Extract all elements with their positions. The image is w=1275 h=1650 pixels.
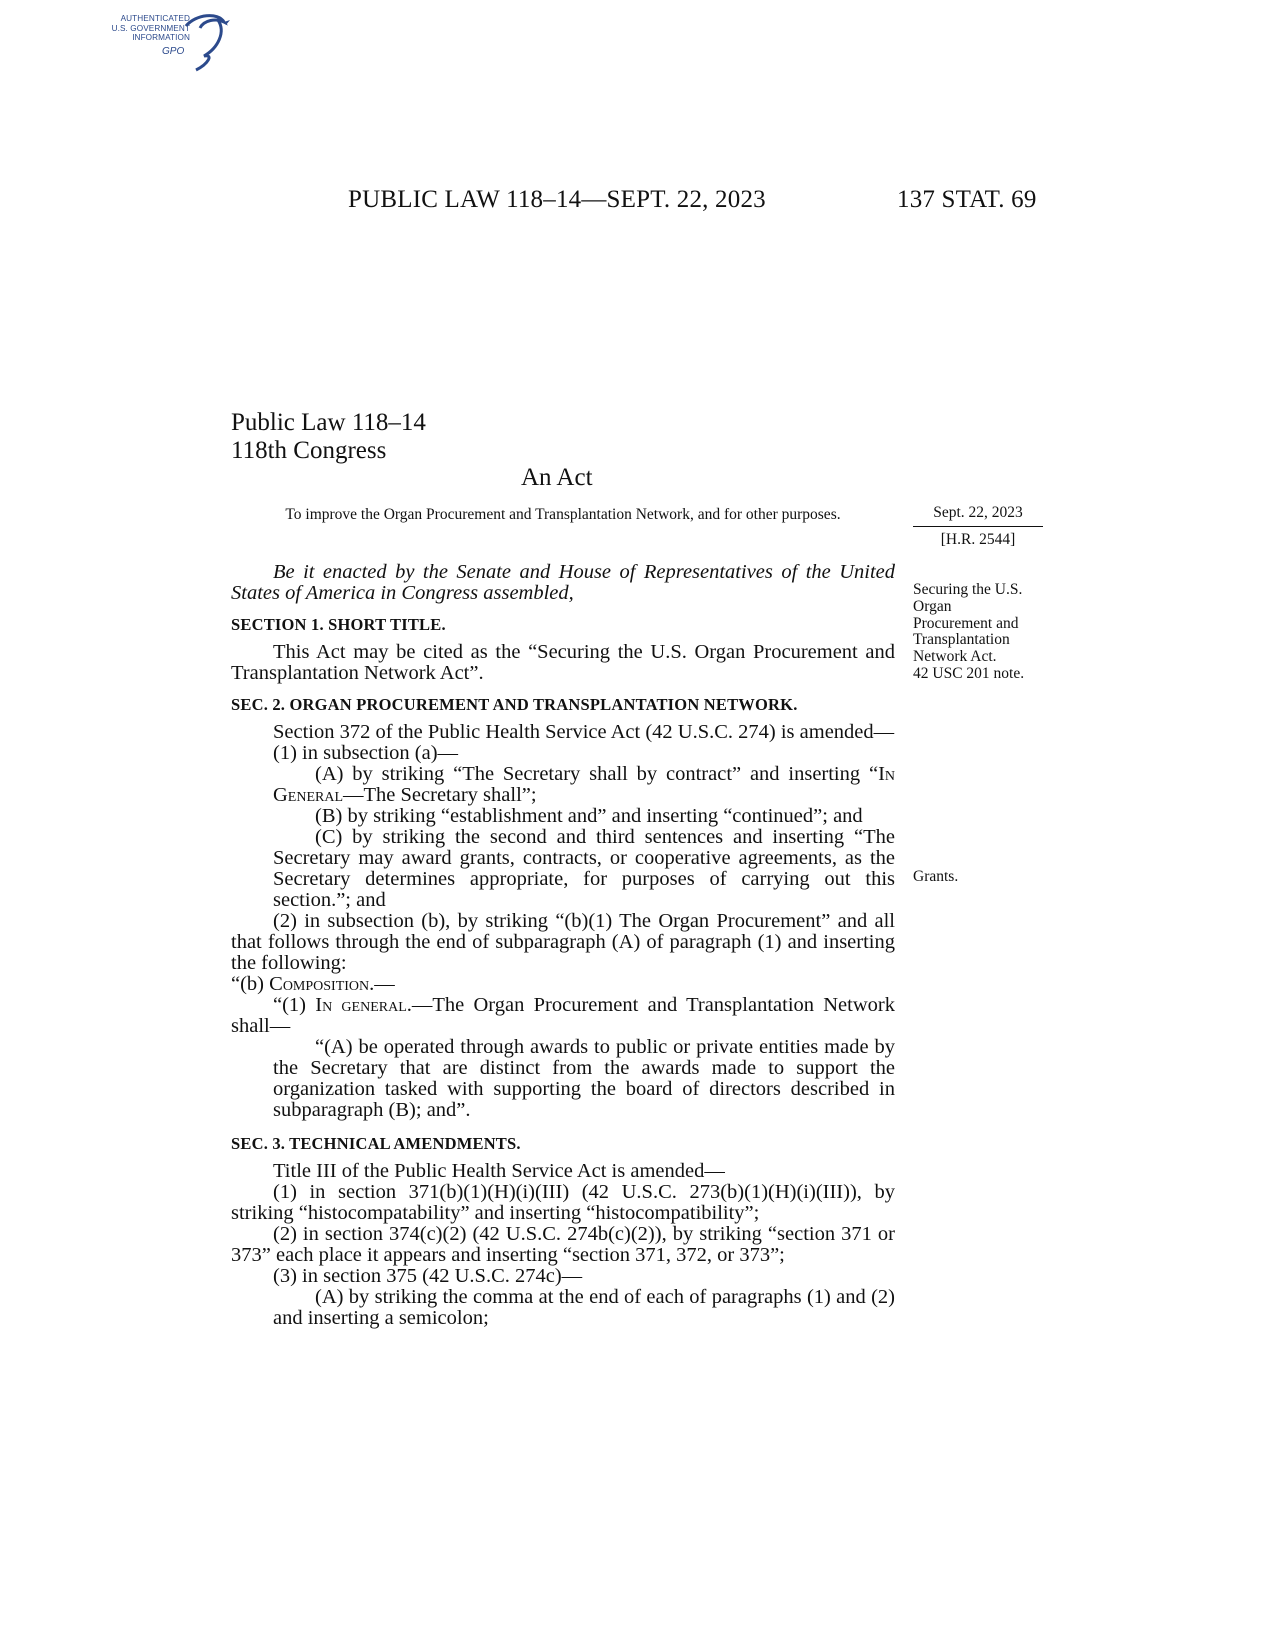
text-span: “(1) [273,994,316,1016]
section-2-heading: SEC. 2. ORGAN PROCUREMENT AND TRANSPLANTATION NETWORK. [231,695,798,714]
margin-note-line: 42 USC 201 note. [913,664,1025,682]
seal-text [92,14,190,43]
inserted-subsection-b [231,974,895,995]
small-caps-span: In General [273,763,895,806]
act-purpose: To improve the Organ Procurement and Transplantation Network, and for other purposes. [285,506,841,523]
margin-date-block [913,503,1043,550]
section-2-paragraph-2: (2) in subsection (b), by striking “(b)(1) The Organ Procurement” and all that follows through the end of subparagraph (A) of paragraph (1) and inserting the following: [231,910,895,974]
seal-line-2: U.S. GOVERNMENT [111,23,190,33]
section-1-heading: SECTION 1. SHORT TITLE. [231,615,446,634]
congress-number: 118th Congress [231,437,387,464]
running-head-left: PUBLIC LAW 118–14—SEPT. 22, 2023 [348,186,766,213]
text-span: .— [369,973,395,995]
gpo-authentication-seal [92,12,232,76]
seal-gpo-label: GPO [162,46,185,57]
section-3-heading: SEC. 3. TECHNICAL AMENDMENTS. [231,1134,521,1153]
seal-line-1: AUTHENTICATED [120,14,190,23]
section-2-subparagraph-C: (C) by striking the second and third sentences and inserting “The Secretary may award grants, contracts, or cooperative agreements, as the Secretary determines appropriate, for purposes of carrying out this section.”; and [273,826,895,911]
enactment-date: Sept. 22, 2023 [913,503,1043,527]
section-3-paragraph-3: (3) in section 375 (42 U.S.C. 274c)— [273,1265,583,1287]
enacting-clause: Be it enacted by the Senate and House of Representatives of the United States of America in Congress assembled, [231,561,895,604]
eagle-logo-icon [178,12,232,76]
margin-note-line: Securing the U.S. [913,581,1023,598]
text-span: —The Secretary shall”; [343,784,537,806]
section-3-paragraph-2: (2) in section 374(c)(2) (42 U.S.C. 274b(c)(2)), by striking “section 371 or 373” each place it appears and inserting “section 371, 372, or 373”; [231,1223,895,1266]
text-span: (A) by striking “The Secretary shall by contract” and inserting “ [315,763,879,785]
section-3-subparagraph-A: (A) by striking the comma at the end of each of paragraphs (1) and (2) and inserting a semicolon; [273,1286,895,1329]
inserted-paragraph-1 [231,995,895,1037]
margin-note-line: Network Act. [913,648,997,666]
section-2-subparagraph-B: (B) by striking “establishment and” and inserting “continued”; and [315,805,863,827]
section-2-intro: Section 372 of the Public Health Service Act (42 U.S.C. 274) is amended— [273,721,895,743]
small-caps-span: Composition [269,973,370,995]
text-span: “(b) [231,973,270,995]
section-3-intro: Title III of the Public Health Service Act is amended— [273,1160,725,1182]
margin-note-line: Procurement and [913,614,1019,632]
law-title-block [231,409,426,465]
section-2-paragraph-1: (1) in subsection (a)— [273,742,459,764]
running-head-right: 137 STAT. 69 [897,186,1037,213]
seal-line-3: INFORMATION [132,33,190,42]
text-span: .—The Organ Procurement and Transplantation Network shall— [231,994,895,1037]
section-1-text: This Act may be cited as the “Securing the U.S. Organ Procurement and Transplantation Network Act”. [231,641,895,684]
inserted-subparagraph-A: “(A) be operated through awards to public or private entities made by the Secretary that are distinct from the awards made to support the organization tasked with supporting the board of directors described in subparagraph (B); and”. [273,1036,895,1121]
bill-number: [H.R. 2544] [940,531,1016,548]
margin-note-grants: Grants. [913,868,959,885]
margin-note-line: Transplantation [913,631,1010,649]
margin-note-short-title [913,582,1053,683]
section-3-paragraph-1: (1) in section 371(b)(1)(H)(i)(III) (42 U.S.C. 273(b)(1)(H)(i)(III)), by striking “histocompatability” and inserting “histocompatibility”; [231,1181,895,1224]
act-body-part-1 [231,562,895,1329]
small-caps-span: In general [315,994,407,1016]
margin-note-line: Organ [913,597,952,615]
public-law-number: Public Law 118–14 [231,409,426,436]
an-act-heading: An Act [521,464,593,491]
section-2-subparagraph-A [231,764,895,806]
